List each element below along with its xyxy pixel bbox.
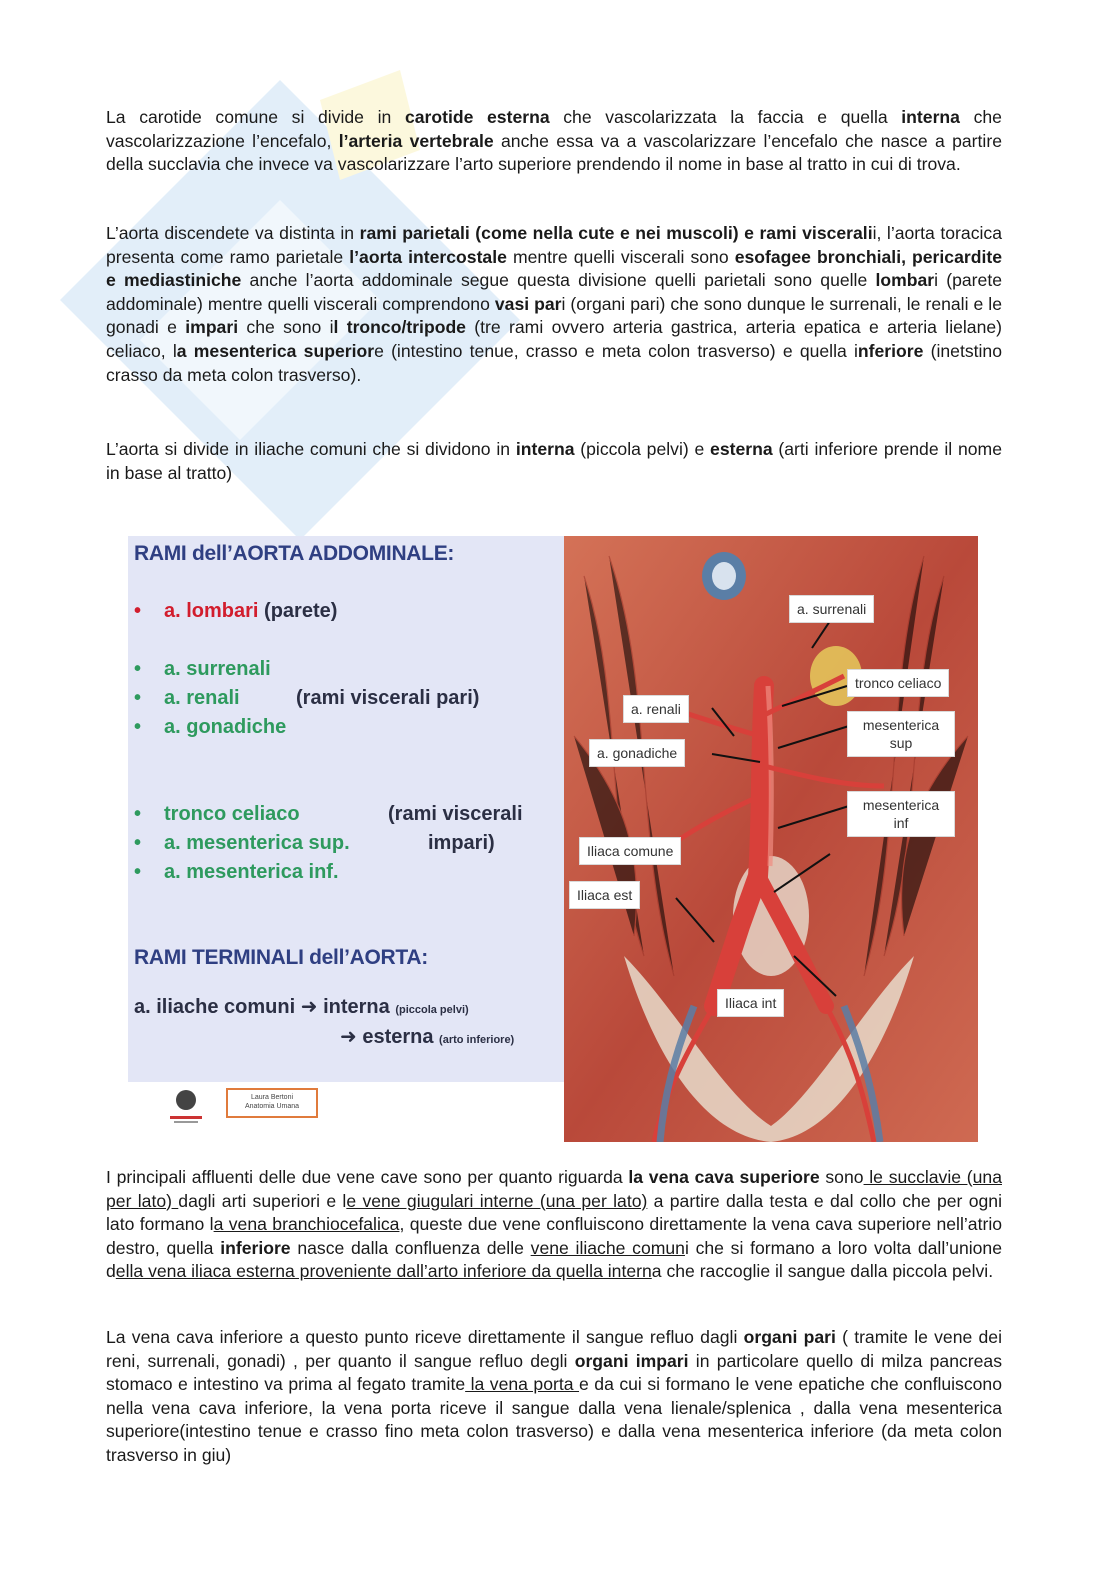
text-run: (inetstino crasso da meta colon trasverso).: [106, 340, 1003, 385]
bold-text: interna: [515, 439, 575, 459]
text-run: a partire dalla testa e dal collo che per ogni lato formano l: [106, 1190, 1002, 1235]
text-run: , queste due vene confluiscono direttamente la vena cava superiore nell’atrio destro, quella: [106, 1214, 1003, 1258]
legend-item-mesenterica-inf: • a. mesenterica inf.: [134, 861, 339, 883]
text-run: a che raccoglie il sangue dalla piccola pelvi.: [651, 1261, 994, 1282]
legend-iliache-esterna: ➜ esterna (arto inferiore): [340, 1026, 515, 1048]
underlined-text: a vena branchiocefalica: [213, 1214, 400, 1235]
legend-item-renali: • a. renali: [134, 687, 240, 709]
paragraph-carotide: [106, 106, 1002, 177]
bullet-icon: •: [134, 687, 142, 709]
bold-text: carotide esterna: [404, 107, 550, 127]
underlined-text: e vene giugulari interne (una per lato): [346, 1190, 648, 1211]
text-run: i (parete addominale) mentre quelli viscerali comprendono: [106, 270, 1002, 314]
paragraph-vena-cava-inferiore: [106, 1326, 1002, 1468]
legend-note-impari-2: impari): [428, 832, 495, 854]
label-surrenali: a. surrenali: [790, 596, 873, 622]
text-run: che vascolarizzata la faccia e quella: [549, 107, 902, 127]
underlined-text: ella vena iliaca esterna proveniente dall’arto inferiore da quella intern: [115, 1261, 652, 1282]
legend-heading-terminali: RAMI TERMINALI dell’AORTA:: [134, 946, 428, 969]
figure-legend-panel: [128, 536, 564, 1082]
bullet-icon: •: [134, 600, 142, 622]
bold-text: interna: [901, 107, 960, 127]
text-run: L’aorta si divide in iliache comuni che si dividono in: [106, 439, 516, 459]
text-run: che vascolarizzazione l’encefalo,: [106, 107, 1002, 151]
text-run: dagli arti superiori e l: [178, 1190, 347, 1211]
paragraph-vene-cave: [106, 1166, 1002, 1284]
legend-item-lombari: • a. lombari (parete): [134, 600, 338, 622]
text-run: anche essa va a vascolarizzare l’encefalo che nasce a partire della succlavia che invece va vascolarizzare l’arto superiore prendendo il nome in base al tratto in cui di trova.: [106, 130, 1002, 175]
label-gonadiche: a. gonadiche: [590, 740, 684, 766]
legend-item-mesenterica-sup: • a. mesenterica sup.: [134, 832, 350, 854]
arrow-right-icon: ➜: [300, 996, 318, 1018]
bold-text: esofagee bronchiali, pericardite e mediastiniche: [106, 246, 1002, 291]
label-iliaca-comune: Iliaca comune: [580, 838, 680, 864]
label-renali: a. renali: [624, 696, 688, 722]
bold-text: impari: [185, 317, 239, 338]
text-run: i (organi pari) che sono dunque le surrenali, le renali e le gonadi e: [106, 293, 1003, 338]
label-tronco-celiaco: tronco celiaco: [848, 670, 948, 696]
text-run: (arti inferiore prende il nome in base al tratto): [106, 439, 1002, 483]
bold-text: vasi par: [494, 293, 562, 314]
legend-item-gonadiche: • a. gonadiche: [134, 716, 287, 738]
label-iliaca-int: Iliaca int: [718, 990, 783, 1016]
text-run: L’aorta discendete va distinta in: [106, 223, 360, 243]
bold-text: organi pari: [743, 1327, 836, 1347]
legend-iliache-interna: a. iliache comuni ➜ interna (piccola pelvi): [134, 996, 469, 1018]
bullet-icon: •: [134, 803, 142, 825]
bold-text: l’arteria vertebrale: [338, 130, 494, 151]
label-mesenterica-inf: mesenterica inf: [848, 792, 954, 836]
text-run: e (intestino tenue, crasso e meta colon trasverso) e quella i: [374, 340, 858, 361]
bold-text: nferiore: [857, 340, 924, 361]
bullet-icon: •: [134, 861, 142, 883]
label-mesenterica-sup: mesenterica sup: [848, 712, 954, 756]
legend-note-pari: (rami viscerali pari): [296, 687, 480, 709]
text-run: La carotide comune si divide in: [106, 107, 405, 127]
bullet-icon: •: [134, 716, 142, 738]
text-run: (tre rami ovvero arteria gastrica, arteria epatica e arteria lielane) celiaco, l: [106, 317, 1003, 361]
underlined-text: le succlavie (una per lato): [106, 1167, 1002, 1211]
paragraph-aorta-discendente: [106, 222, 1002, 387]
text-run: i che si formano a loro volta dall’unione d: [106, 1237, 1002, 1282]
paragraph-aorta-iliache: [106, 438, 1002, 485]
author-logo: Laura Bertoni Anatomia Umana: [226, 1088, 318, 1118]
bold-text: l’aorta intercostale: [349, 246, 507, 267]
arrow-right-icon: ➜: [340, 1026, 357, 1048]
bold-text: la vena cava superiore: [628, 1167, 820, 1187]
text-run: in particolare quello di milza pancreas stomaco e intestino va prima al fegato tramite: [106, 1350, 1002, 1395]
text-run: anche l’aorta addominale segue questa divisione quelli parietali sono quelle: [241, 270, 876, 291]
text-run: sono: [819, 1167, 864, 1187]
bullet-icon: •: [134, 658, 142, 680]
bold-text: esterna: [710, 439, 773, 459]
legend-note-impari-1: (rami viscerali: [388, 803, 523, 825]
bold-text: organi impari: [574, 1350, 689, 1371]
text-run: I principali affluenti delle due vene cave sono per quanto riguarda: [106, 1167, 629, 1187]
bold-text: rami parietali (come nella cute e nei muscoli) e rami viscerali: [359, 223, 873, 243]
text-run: che sono i: [238, 317, 334, 338]
text-run: mentre quelli viscerali sono: [506, 246, 735, 267]
text-run: La vena cava inferiore a questo punto riceve direttamente il sangue refluo dagli: [106, 1327, 744, 1347]
text-run: (piccola pelvi) e: [574, 439, 711, 459]
figure-rami-aorta: [128, 536, 978, 1142]
underlined-text: vene iliache comun: [530, 1237, 685, 1258]
text-run: e da cui si formano le vene epatiche che confluiscono nella vena cava inferiore, la vena porta riceve il sangue dalla vena lienale/splenica , dalla vena mesenterica superiore(intestino tenue e crasso fino meta colon trasverso) e dalla vena mesenterica inferiore (da meta colon trasverso in giu): [106, 1374, 1003, 1465]
bold-text: l tronco/tripode: [333, 317, 466, 338]
legend-item-surrenali: • a. surrenali: [134, 658, 271, 680]
text-run: ( tramite le vene dei reni, surrenali, gonadi) , per quanto il sangue refluo degli: [106, 1327, 1002, 1371]
bold-text: a mesenterica superior: [176, 340, 375, 361]
bullet-icon: •: [134, 832, 142, 854]
bold-text: lombar: [875, 270, 935, 291]
label-iliaca-est: Iliaca est: [570, 882, 639, 908]
university-logo-icon: [164, 1086, 208, 1126]
legend-item-celiaco: • tronco celiaco: [134, 803, 300, 825]
legend-heading-addominale: RAMI dell’AORTA ADDOMINALE:: [134, 542, 455, 565]
text-run: i, l’aorta toracica presenta come ramo parietale: [106, 223, 1002, 267]
bold-text: inferiore: [220, 1237, 291, 1258]
text-run: nasce dalla confluenza delle: [290, 1237, 531, 1258]
anatomy-illustration: [564, 536, 978, 1142]
figure-logos: [128, 1082, 564, 1142]
underlined-text: la vena porta: [465, 1374, 580, 1395]
